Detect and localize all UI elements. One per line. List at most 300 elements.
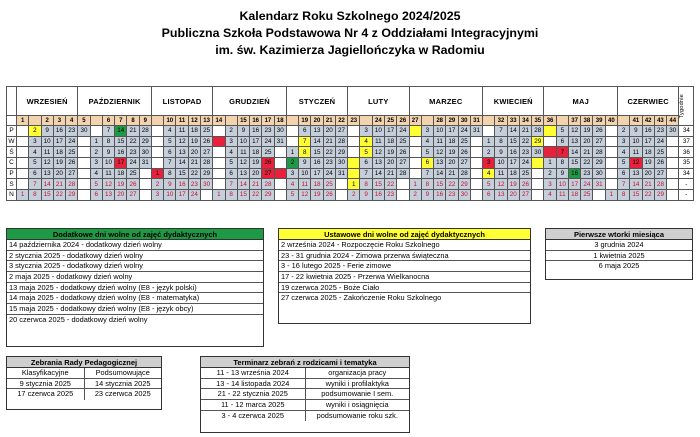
- day-cell: 1: [151, 168, 163, 179]
- table-row: [201, 411, 409, 422]
- day-cell: [213, 136, 225, 147]
- day-cell: 25: [519, 168, 531, 179]
- day-cell: 13: [237, 168, 249, 179]
- day-cell: 27: [335, 126, 347, 137]
- week-number-cell: 39: [593, 116, 605, 126]
- table-cell: 17 czerwca 2025: [17, 389, 74, 399]
- day-cell: 2: [409, 190, 421, 201]
- day-cell: [605, 158, 617, 169]
- week-number-cell: 13: [200, 116, 212, 126]
- table-cell: 14 stycznia 2025: [84, 379, 162, 389]
- day-cell: 21: [323, 136, 335, 147]
- day-cell: 1: [286, 147, 298, 158]
- day-cell: 26: [654, 158, 666, 169]
- day-cell: [78, 190, 90, 201]
- day-cell: 6: [618, 168, 630, 179]
- day-cell: [274, 179, 286, 190]
- day-cell: 27: [654, 168, 666, 179]
- day-cell: 16: [507, 147, 519, 158]
- day-cell: 3: [90, 158, 102, 169]
- day-cell: [348, 136, 360, 147]
- day-cell: 21: [581, 147, 593, 158]
- list-item: 6 maja 2025: [598, 261, 640, 271]
- day-cell: 4: [29, 147, 41, 158]
- week-number-cell: 34: [519, 116, 531, 126]
- week-number-cell: 15: [237, 116, 249, 126]
- day-cell: 4: [360, 136, 372, 147]
- day-cell: 18: [53, 147, 65, 158]
- day-cell: 24: [323, 168, 335, 179]
- week-number-cell: 21: [323, 116, 335, 126]
- day-cell: 14: [507, 126, 519, 137]
- day-cell: 22: [127, 136, 139, 147]
- statutory-days-off-header: Ustawowe dni wolne od zajęć dydaktycznych: [279, 229, 530, 240]
- table-cell: 21 - 22 stycznia 2025: [217, 389, 288, 399]
- day-cell: 6: [483, 190, 495, 201]
- day-cell: 11: [434, 136, 446, 147]
- day-cell: 17: [642, 136, 654, 147]
- title-line-1: Kalendarz Roku Szkolnego 2024/2025: [239, 9, 461, 23]
- day-cell: 29: [139, 136, 151, 147]
- month-header: KWIECIEŃ: [483, 87, 544, 116]
- week-number-cell: [90, 116, 102, 126]
- day-cell: 20: [446, 158, 458, 169]
- day-cell: [532, 158, 544, 169]
- week-number-cell: 14: [213, 116, 225, 126]
- day-cell: 13: [176, 147, 188, 158]
- day-cell: 9: [421, 190, 433, 201]
- table-row: [201, 389, 409, 400]
- day-cell: 6: [556, 136, 568, 147]
- list-item: 3 stycznia 2025 - dodatkowy dzień wolny: [7, 261, 263, 272]
- day-cell: 30: [139, 147, 151, 158]
- day-cell: 16: [568, 168, 580, 179]
- day-cell: 24: [397, 126, 409, 137]
- list-item: 3 - 16 lutego 2025 - Ferie zimowe: [279, 261, 530, 272]
- day-cell: [151, 136, 163, 147]
- day-cell: 3: [225, 136, 237, 147]
- day-cell: 27: [519, 190, 531, 201]
- day-cell: 4: [483, 168, 495, 179]
- day-cell: 22: [519, 136, 531, 147]
- day-cell: 8: [556, 158, 568, 169]
- day-cell: 25: [458, 136, 470, 147]
- day-cell: 7: [421, 168, 433, 179]
- weekday-label: S: [7, 179, 17, 190]
- day-cell: [78, 147, 90, 158]
- day-cell: 24: [654, 136, 666, 147]
- day-cell: 1: [483, 136, 495, 147]
- weekday-label: Ś: [7, 147, 17, 158]
- day-cell: 14: [237, 179, 249, 190]
- day-cell: 29: [532, 136, 544, 147]
- week-number-cell: 25: [384, 116, 396, 126]
- day-cell: [397, 190, 409, 201]
- day-cell: 22: [323, 147, 335, 158]
- day-cell: [348, 126, 360, 137]
- day-cell: 6: [421, 158, 433, 169]
- day-cell: 19: [115, 179, 127, 190]
- day-cell: 4: [90, 168, 102, 179]
- day-cell: 19: [53, 158, 65, 169]
- month-header: PAŹDZIERNIK: [78, 87, 152, 116]
- list-item: 1 kwietnia 2025: [546, 251, 692, 262]
- day-cell: 22: [384, 179, 396, 190]
- day-cell: 11: [102, 168, 114, 179]
- day-cell: 11: [299, 179, 311, 190]
- week-number-cell: 22: [335, 116, 347, 126]
- day-cell: [139, 179, 151, 190]
- week-number-cell: 4: [66, 116, 78, 126]
- day-cell: 13: [102, 190, 114, 201]
- day-cell: 12: [434, 147, 446, 158]
- week-number-cell: 11: [176, 116, 188, 126]
- day-cell: 16: [176, 179, 188, 190]
- day-cell: 26: [593, 126, 605, 137]
- day-cell: 26: [66, 158, 78, 169]
- day-cell: 23: [323, 158, 335, 169]
- month-header: LISTOPAD: [151, 87, 212, 116]
- day-cell: 22: [642, 190, 654, 201]
- day-cell: 23: [446, 190, 458, 201]
- day-cell: 19: [250, 158, 262, 169]
- day-cell: [470, 179, 482, 190]
- day-cell: 28: [200, 158, 212, 169]
- day-cell: [274, 190, 286, 201]
- day-cell: 26: [397, 147, 409, 158]
- day-cell: 6: [29, 168, 41, 179]
- day-cell: 12: [237, 158, 249, 169]
- day-cell: 21: [53, 179, 65, 190]
- day-cell: 26: [262, 158, 274, 169]
- day-cell: 22: [188, 168, 200, 179]
- day-cell: [90, 126, 102, 137]
- week-number-cell: 40: [605, 116, 617, 126]
- day-cell: 21: [446, 168, 458, 179]
- day-cell: 2: [29, 126, 41, 137]
- day-cell: 4: [544, 190, 556, 201]
- weekday-label: P: [7, 168, 17, 179]
- day-cell: 30: [593, 168, 605, 179]
- day-cell: [213, 147, 225, 158]
- day-cell: 17: [384, 126, 396, 137]
- day-cell: 23: [66, 126, 78, 137]
- day-cell: [78, 168, 90, 179]
- day-cell: 20: [642, 168, 654, 179]
- col-classification: Klasyfikacyjne: [21, 368, 69, 377]
- day-cell: 7: [29, 179, 41, 190]
- day-cell: 3: [151, 190, 163, 201]
- week-number-cell: 9: [139, 116, 151, 126]
- day-cell: 18: [507, 168, 519, 179]
- list-item: 2 września 2024 - Rozpoczęcie Roku Szkolnego: [279, 240, 530, 251]
- table-row: [201, 400, 409, 411]
- additional-days-off-header: Dodatkowe dni wolne od zajęć dydaktycznych: [7, 229, 263, 240]
- table-row: [201, 379, 409, 390]
- day-cell: 22: [446, 179, 458, 190]
- day-cell: 27: [200, 147, 212, 158]
- day-cell: [213, 179, 225, 190]
- day-cell: 16: [434, 190, 446, 201]
- day-cell: 1: [348, 179, 360, 190]
- weekday-count: 34: [679, 126, 694, 137]
- table-cell: podsumowanie I sem.: [305, 389, 410, 399]
- day-cell: [605, 168, 617, 179]
- week-number-cell: 38: [581, 116, 593, 126]
- list-item: 3 grudnia 2024: [546, 240, 692, 251]
- day-cell: 8: [495, 136, 507, 147]
- month-header: LUTY: [348, 87, 409, 116]
- day-cell: 25: [127, 168, 139, 179]
- day-cell: [151, 147, 163, 158]
- day-cell: 2: [151, 179, 163, 190]
- table-cell: wyniki i osiągnięcia: [305, 400, 410, 410]
- day-cell: 1: [409, 179, 421, 190]
- week-number-cell: [483, 116, 495, 126]
- day-cell: 3: [29, 136, 41, 147]
- day-cell: 28: [397, 168, 409, 179]
- day-cell: 15: [115, 136, 127, 147]
- day-cell: 30: [200, 179, 212, 190]
- day-cell: 21: [384, 168, 396, 179]
- day-cell: 29: [654, 190, 666, 201]
- table-row: [201, 368, 409, 379]
- day-cell: 13: [434, 158, 446, 169]
- day-cell: 8: [618, 190, 630, 201]
- day-cell: 29: [458, 179, 470, 190]
- day-cell: 17: [507, 158, 519, 169]
- first-tuesdays-box: [545, 228, 693, 280]
- day-cell: 16: [372, 190, 384, 201]
- day-cell: 26: [458, 147, 470, 158]
- week-number-cell: 44: [667, 116, 679, 126]
- weekday-label: C: [7, 158, 17, 169]
- day-cell: 10: [630, 136, 642, 147]
- list-item: 27 czerwca 2025 - Zakończenie Roku Szkolnego: [281, 293, 442, 303]
- day-cell: 1: [213, 190, 225, 201]
- week-number-cell: 28: [434, 116, 446, 126]
- day-cell: 11: [41, 147, 53, 158]
- week-number-cell: [618, 116, 630, 126]
- week-number-cell: 8: [127, 116, 139, 126]
- week-number-cell: [286, 116, 298, 126]
- week-number-cell: 42: [642, 116, 654, 126]
- day-cell: 10: [299, 168, 311, 179]
- first-tuesdays-list: [546, 240, 692, 272]
- day-cell: 18: [115, 168, 127, 179]
- day-cell: 21: [188, 158, 200, 169]
- day-cell: [17, 136, 29, 147]
- day-cell: 15: [434, 179, 446, 190]
- week-number-cell: 3: [53, 116, 65, 126]
- table-cell: 9 stycznia 2025: [19, 378, 71, 388]
- day-cell: [532, 179, 544, 190]
- day-cell: 24: [66, 136, 78, 147]
- day-cell: [483, 126, 495, 137]
- week-number-cell: 24: [372, 116, 384, 126]
- table-cell: podsumowanie roku szk.: [305, 411, 410, 422]
- day-cell: 11: [556, 190, 568, 201]
- day-cell: 11: [237, 147, 249, 158]
- day-cell: 20: [581, 136, 593, 147]
- month-header: MARZEC: [409, 87, 483, 116]
- day-cell: [335, 190, 347, 201]
- day-cell: 8: [299, 147, 311, 158]
- day-cell: 27: [262, 168, 274, 179]
- week-number-cell: 16: [250, 116, 262, 126]
- day-cell: 13: [568, 136, 580, 147]
- day-cell: 8: [164, 168, 176, 179]
- list-item: 15 maja 2025 - dodatkowy dzień wolny (E8 - język obcy): [7, 304, 263, 315]
- day-cell: 17: [176, 190, 188, 201]
- day-cell: 31: [139, 158, 151, 169]
- day-cell: 6: [225, 168, 237, 179]
- weekday-label: W: [8, 138, 15, 146]
- week-number-cell: [556, 116, 568, 126]
- month-header: WRZESIEŃ: [17, 87, 78, 116]
- day-cell: 15: [237, 190, 249, 201]
- week-number-cell: 27: [409, 116, 421, 126]
- day-cell: 23: [127, 147, 139, 158]
- day-cell: 9: [237, 126, 249, 137]
- day-cell: 15: [372, 179, 384, 190]
- statutory-days-off-list: [279, 240, 530, 304]
- day-cell: 31: [470, 126, 482, 137]
- week-number-cell: 36: [544, 116, 556, 126]
- week-number-cell: 6: [102, 116, 114, 126]
- week-number-cell: 5: [78, 116, 90, 126]
- day-cell: [470, 190, 482, 201]
- day-cell: 18: [250, 147, 262, 158]
- day-cell: 8: [225, 190, 237, 201]
- week-number-cell: 2: [41, 116, 53, 126]
- day-cell: 24: [519, 158, 531, 169]
- day-cell: 20: [188, 147, 200, 158]
- list-item: 13 maja 2025 - dodatkowy dzień wolny (E8 - język polski): [7, 283, 263, 294]
- day-cell: 5: [421, 147, 433, 158]
- day-cell: 7: [164, 158, 176, 169]
- day-cell: 24: [127, 158, 139, 169]
- day-cell: 17: [115, 158, 127, 169]
- day-cell: 12: [176, 136, 188, 147]
- day-cell: 2: [544, 168, 556, 179]
- day-cell: [532, 190, 544, 201]
- day-cell: 25: [323, 179, 335, 190]
- day-cell: [470, 147, 482, 158]
- list-item: 23 - 31 grudnia 2024 - Zimowa przerwa świąteczna: [279, 251, 530, 262]
- day-cell: 30: [78, 126, 90, 137]
- day-cell: [667, 136, 679, 147]
- day-cell: [213, 158, 225, 169]
- day-cell: 9: [556, 168, 568, 179]
- table-row: [7, 379, 161, 390]
- day-cell: 21: [519, 126, 531, 137]
- day-cell: [409, 158, 421, 169]
- day-cell: 7: [495, 126, 507, 137]
- day-cell: 5: [483, 179, 495, 190]
- day-cell: [605, 147, 617, 158]
- day-cell: 5: [360, 147, 372, 158]
- day-cell: 3: [618, 136, 630, 147]
- day-cell: 19: [384, 147, 396, 158]
- day-cell: 18: [188, 126, 200, 137]
- day-cell: 10: [495, 158, 507, 169]
- table-cell: 11 - 12 marca 2025: [220, 400, 285, 410]
- weekday-count: 37: [679, 136, 694, 147]
- day-cell: 30: [667, 126, 679, 137]
- day-cell: 28: [139, 126, 151, 137]
- day-cell: 7: [225, 179, 237, 190]
- day-cell: [17, 126, 29, 137]
- week-number-cell: 33: [507, 116, 519, 126]
- day-cell: 18: [446, 136, 458, 147]
- day-cell: 15: [311, 147, 323, 158]
- day-cell: 21: [127, 126, 139, 137]
- additional-days-off-box: [6, 228, 264, 347]
- day-cell: 14: [372, 168, 384, 179]
- week-number-cell: 26: [397, 116, 409, 126]
- day-cell: 5: [286, 190, 298, 201]
- day-cell: [605, 179, 617, 190]
- day-cell: 7: [102, 126, 114, 137]
- day-cell: 12: [102, 179, 114, 190]
- weekday-label: P: [7, 126, 17, 137]
- day-cell: 9: [360, 190, 372, 201]
- day-cell: 7: [618, 179, 630, 190]
- day-cell: 12: [495, 179, 507, 190]
- list-item: 19 czerwca 2025 - Boże Ciało: [279, 283, 530, 294]
- day-cell: 16: [53, 126, 65, 137]
- day-cell: 6: [360, 158, 372, 169]
- day-cell: 15: [176, 168, 188, 179]
- day-cell: 7: [556, 147, 568, 158]
- week-number-cell: 43: [654, 116, 666, 126]
- day-cell: 30: [532, 147, 544, 158]
- day-cell: 25: [654, 147, 666, 158]
- day-cell: 4: [225, 147, 237, 158]
- day-cell: 12: [630, 158, 642, 169]
- week-number-cell: [151, 116, 163, 126]
- day-cell: [532, 168, 544, 179]
- day-cell: 26: [127, 179, 139, 190]
- corner-cell: [7, 87, 17, 116]
- day-cell: 25: [66, 147, 78, 158]
- day-cell: 17: [250, 136, 262, 147]
- day-cell: 17: [446, 126, 458, 137]
- day-cell: 27: [127, 190, 139, 201]
- day-cell: 27: [593, 136, 605, 147]
- day-cell: 20: [115, 190, 127, 201]
- table-row: [7, 389, 161, 400]
- day-cell: 13: [372, 158, 384, 169]
- weekday-count: 34: [679, 168, 694, 179]
- week-number-cell: 23: [348, 116, 360, 126]
- day-cell: 9: [102, 147, 114, 158]
- table-cell: organizacja pracy: [305, 368, 410, 378]
- week-number-cell: 41: [630, 116, 642, 126]
- table-cell: 3 - 4 czerwca 2025: [221, 410, 284, 420]
- day-cell: [397, 179, 409, 190]
- day-cell: 19: [581, 126, 593, 137]
- week-number-cell: 37: [568, 116, 580, 126]
- day-cell: [17, 158, 29, 169]
- weekday-label: N: [7, 190, 17, 201]
- day-cell: 1: [605, 190, 617, 201]
- day-cell: 23: [654, 126, 666, 137]
- day-cell: [470, 136, 482, 147]
- day-cell: 25: [397, 136, 409, 147]
- day-cell: 9: [495, 147, 507, 158]
